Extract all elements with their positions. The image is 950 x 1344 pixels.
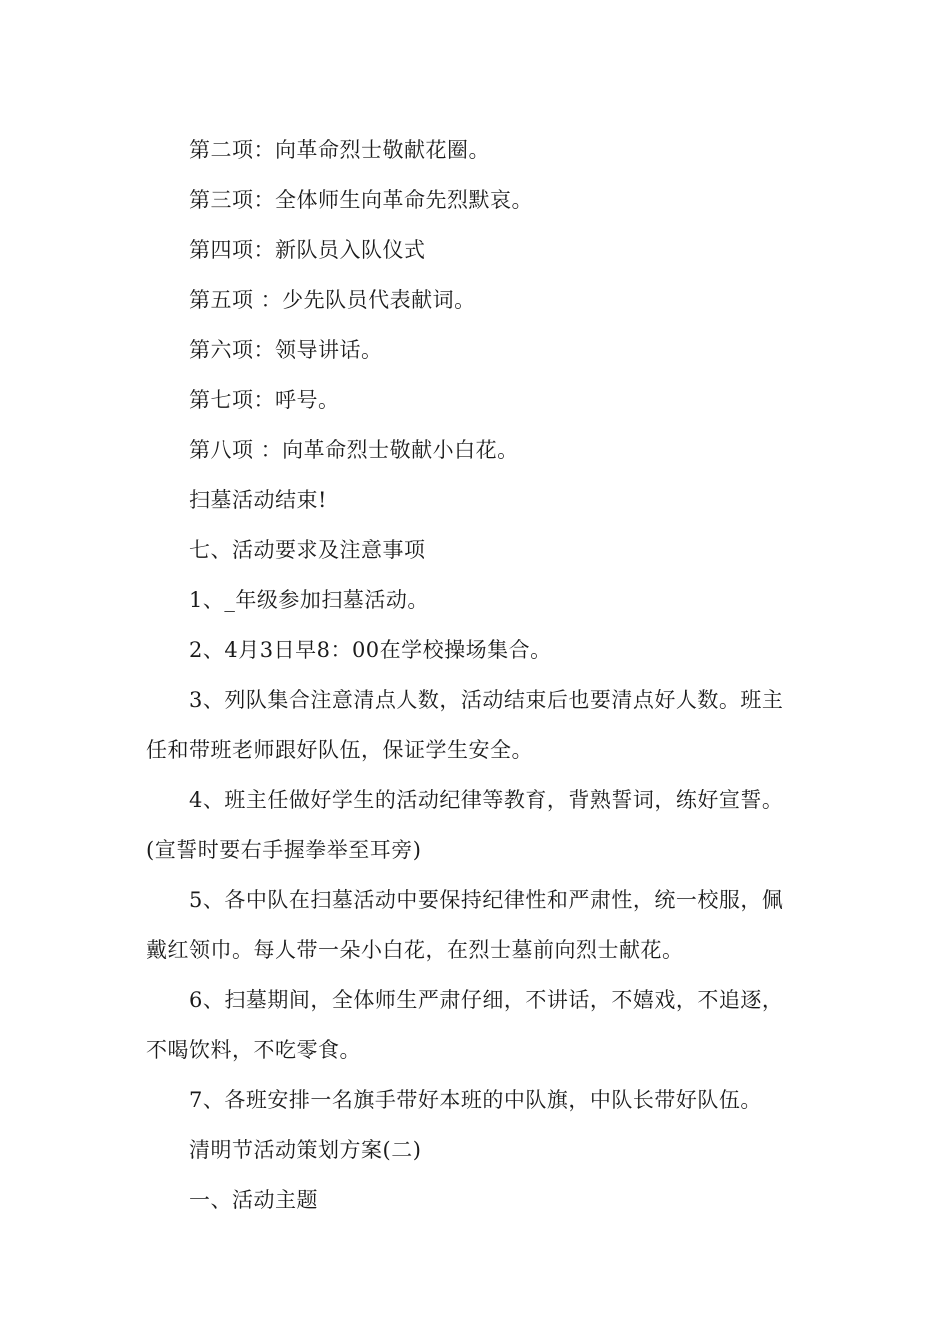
agenda-item-7: 第七项：呼号。 [189, 388, 340, 412]
requirement-3-line-2: 任和带班老师跟好队伍，保证学生安全。 [146, 738, 533, 762]
agenda-end: 扫墓活动结束! [189, 488, 327, 512]
requirement-6-line-2: 不喝饮料，不吃零食。 [146, 1038, 361, 1062]
requirement-2: 2、4月3日早8：00在学校操场集合。 [189, 638, 552, 662]
agenda-item-3: 第三项：全体师生向革命先烈默哀。 [189, 188, 533, 212]
requirement-5-line-2: 戴红领巾。每人带一朵小白花，在烈士墓前向烈士献花。 [146, 938, 684, 962]
plan-title-2: 清明节活动策划方案(二) [189, 1138, 422, 1162]
requirement-1: 1、_年级参加扫墓活动。 [189, 588, 429, 612]
section-heading-requirements: 七、活动要求及注意事项 [189, 538, 426, 562]
requirement-5-line-1: 5、各中队在扫墓活动中要保持纪律性和严肃性，统一校服，佩 [189, 888, 784, 912]
agenda-item-2: 第二项：向革命烈士敬献花圈。 [189, 138, 490, 162]
agenda-item-4: 第四项：新队员入队仪式 [189, 238, 426, 262]
requirement-4-line-1: 4、班主任做好学生的活动纪律等教育，背熟誓词，练好宣誓。 [189, 788, 784, 812]
agenda-item-6: 第六项：领导讲话。 [189, 338, 383, 362]
requirement-3-line-1: 3、列队集合注意清点人数，活动结束后也要清点好人数。班主 [189, 688, 784, 712]
requirement-7: 7、各班安排一名旗手带好本班的中队旗，中队长带好队伍。 [189, 1088, 762, 1112]
agenda-item-8: 第八项 ：向革命烈士敬献小白花。 [189, 438, 519, 462]
section-heading-theme: 一、活动主题 [189, 1188, 318, 1212]
requirement-6-line-1: 6、扫墓期间，全体师生严肃仔细，不讲话，不嬉戏，不追逐， [189, 988, 784, 1012]
requirement-4-line-2: (宣誓时要右手握拳举至耳旁) [146, 838, 422, 862]
agenda-item-5: 第五项 ：少先队员代表献词。 [189, 288, 476, 312]
